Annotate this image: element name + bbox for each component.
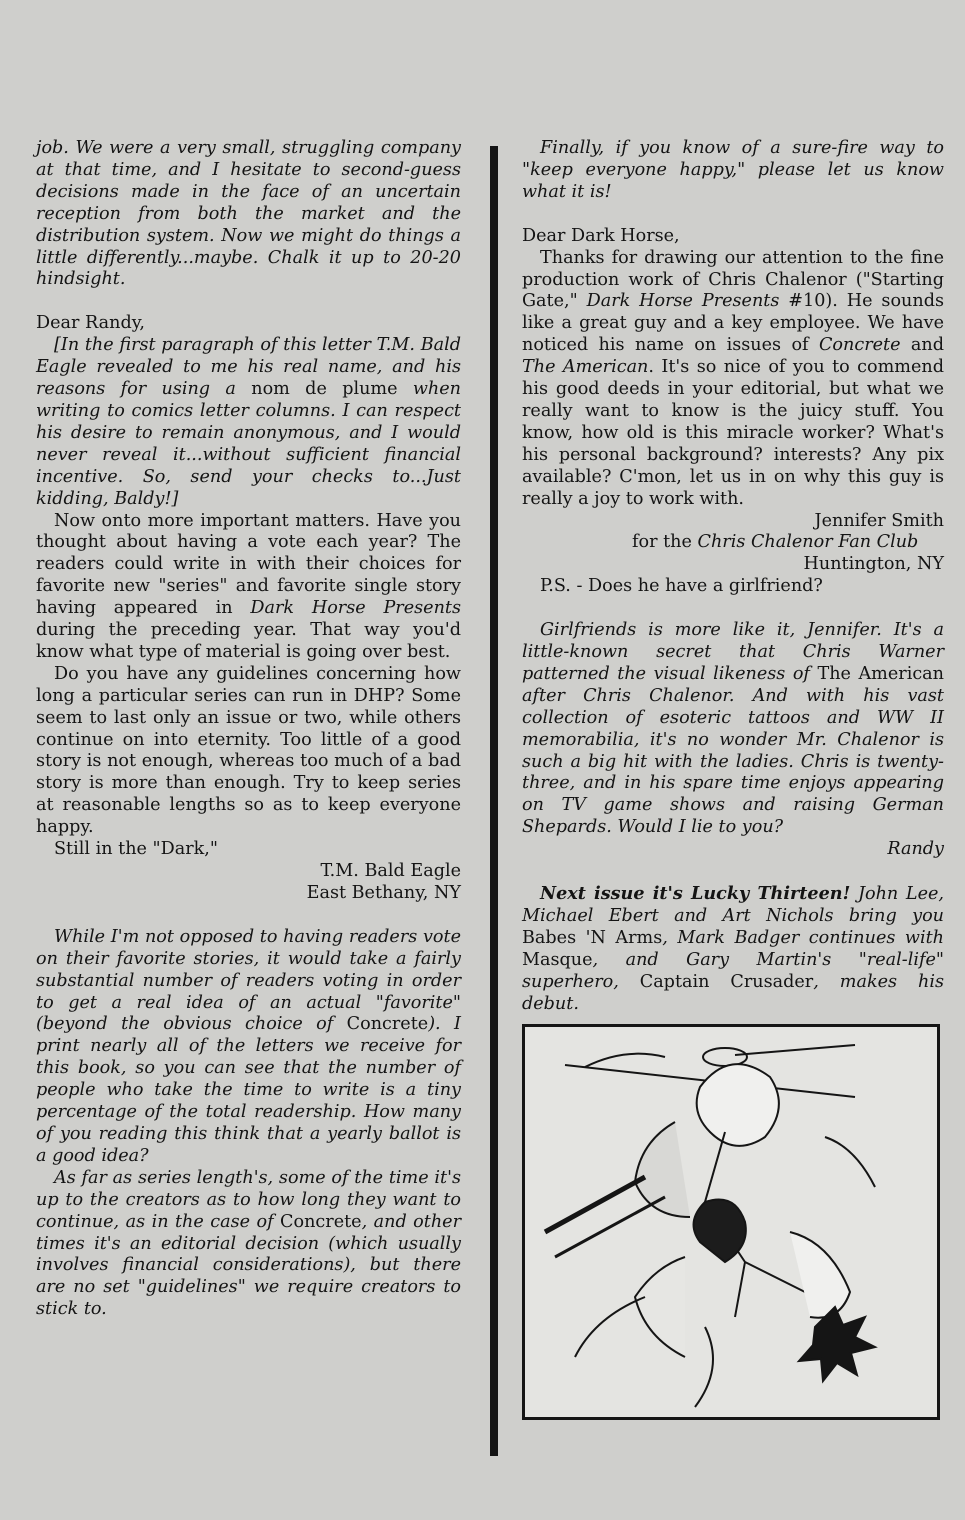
column-divider xyxy=(490,146,498,1456)
editorial-intro: job. We were a very small, struggling company at that time, and I hesitate to second-guess decisions made in the face of an uncertain reception from both the market and the distribution system. Now we might do things a little differently...maybe. Chalk it up to 20-20 hindsight. xyxy=(36,138,461,290)
letter1-salutation: Dear Randy, xyxy=(36,313,145,334)
letter2-paragraph: Thanks for drawing our attention to the fine production work of Chris Chalenor ("Starting Gate," Dark Horse Presents #10). He sounds like a great guy and a key employee. We have noticed his name on issues of Concrete and The American. It's so nice of you to commend his good deeds in your editorial, but what we really want to know is the juicy stuff. You know, how old is this miracle worker? What's his personal background? interests? Any pix available? C'mon, let us in on why this guy is really a joy to work with. xyxy=(522,247,944,509)
letter1-signature-location: East Bethany, NY xyxy=(306,882,461,903)
letter1-editor-insert: [In the first paragraph of this letter T.M. Bald Eagle revealed to me his real name, and his reasons for using a nom de plume when writing to comics letter columns. I can respect his desire to remain anonymous, and I would never reveal it...without sufficient financial incentive. So, send your checks to...Just kidding, Baldy!] xyxy=(36,335,461,509)
comic-illustration-panel xyxy=(522,1024,940,1420)
letter1-closing: Still in the "Dark," xyxy=(54,839,218,860)
letter2-postscript: P.S. - Does he have a girlfriend? xyxy=(540,576,823,597)
letter2-signature-club: for the Chris Chalenor Fan Club xyxy=(632,532,919,553)
right-column xyxy=(522,138,944,1420)
letter1-paragraph-2: Do you have any guidelines concerning how long a particular series can run in DHP? Some seem to last only an issue or two, while others continue on into eternity. Too little of a good story is not enough, whereas too much of a bad story is more than enough. Try to keep series at reasonable lengths so as to keep everyone happy. xyxy=(36,663,461,838)
reply1-paragraph-1: While I'm not opposed to having readers vote on their favorite stories, it would take a fairly substantial number of readers voting in order to get a real idea of an actual "favorite" (beyond the obvious choice of Concrete). I print nearly all of the letters we receive for this book, so you can see that the number of people who take the time to write is a tiny percentage of the total readership. How many of you reading this think that a yearly ballot is a good idea? xyxy=(36,926,461,1166)
reply1-paragraph-2: As far as series length's, some of the time it's up to the creators as to how long they want to continue, as in the case of Concrete, and other times it's an editorial decision (which usually involves financial considerations), but there are no set "guidelines" we require creators to stick to. xyxy=(36,1167,461,1320)
reply2-signature: Randy xyxy=(887,839,944,860)
letter1-paragraph-1: Now onto more important matters. Have you thought about having a vote each year? The readers could write in with their choices for favorite new "series" and favorite single story having appeared in Dark Horse Presents during the preceding year. That way you'd know what type of material is going over best. xyxy=(36,510,462,662)
left-column xyxy=(36,138,461,1321)
letter2-salutation: Dear Dark Horse, xyxy=(522,225,680,246)
letter1-signature-name: T.M. Bald Eagle xyxy=(320,861,461,881)
next-issue-announcement: Next issue it's Lucky Thirteen! John Lee, Michael Ebert and Art Nichols bring you Babes 'N Arms, Mark Badger continues with Masque, and Gary Martin's "real-life" superhero, Captain Crusader, makes his debut. xyxy=(522,883,945,1014)
letter2-signature-name: Jennifer Smith xyxy=(814,510,944,531)
letter2-signature-location: Huntington, NY xyxy=(803,554,944,575)
reply1-ending: Finally, if you know of a sure-fire way to "keep everyone happy," please let us know what it is! xyxy=(522,138,944,202)
comic-illustration-icon xyxy=(525,1027,937,1417)
reply2-paragraph: Girlfriends is more like it, Jennifer. It's a little-known secret that Chris Warner patterned the visual likeness of The American after Chris Chalenor. And with his vast collection of esoteric tattoos and WW II memorabilia, it's no wonder Mr. Chalenor is such a big hit with the ladies. Chris is twenty-three, and in his spare time enjoys appearing on TV game shows and raising German Shepards. Would I lie to you? xyxy=(522,620,944,838)
